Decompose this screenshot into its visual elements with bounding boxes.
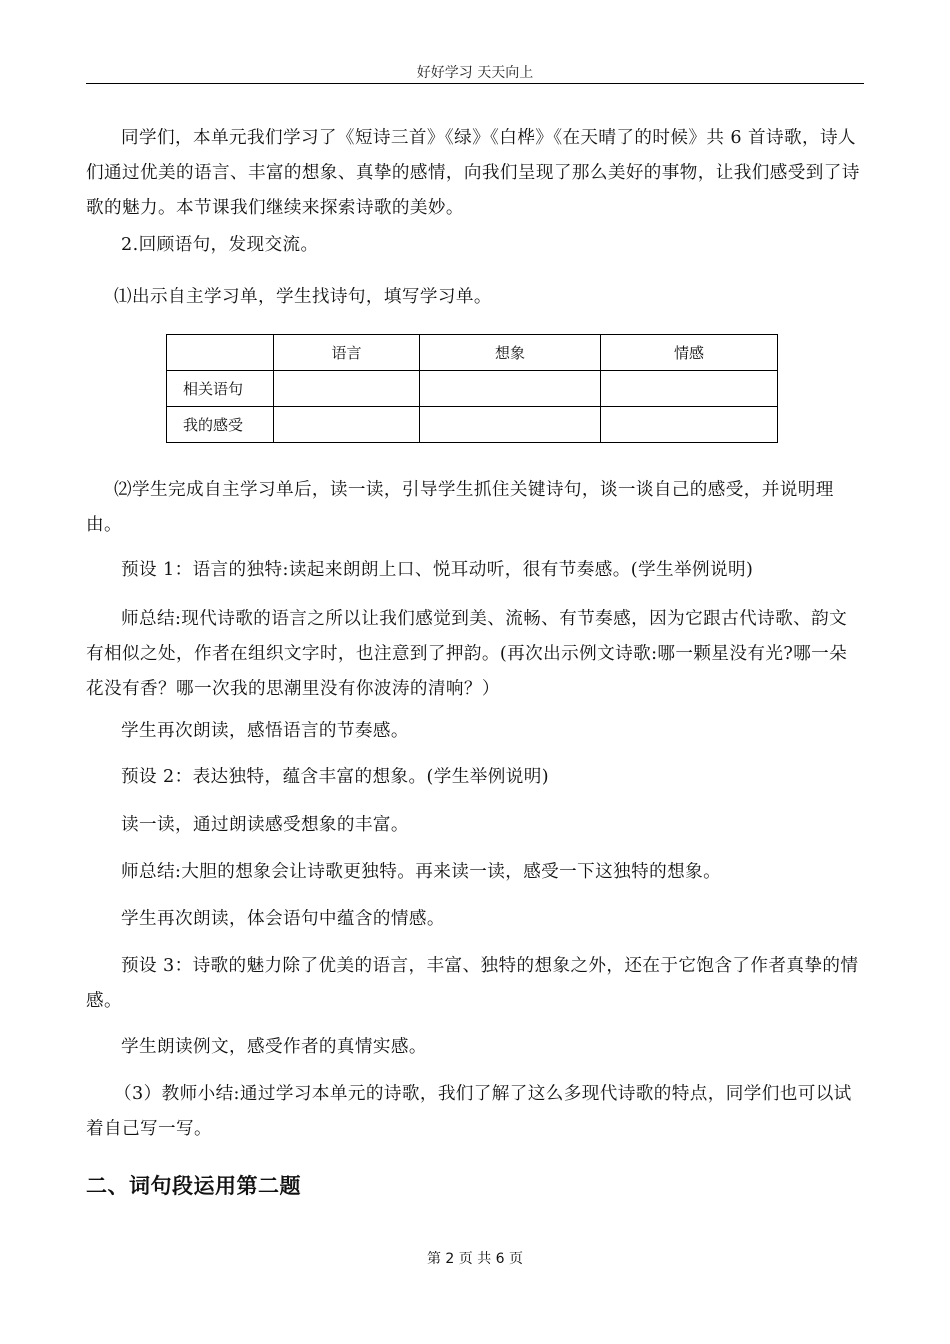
paragraph-read-imagination: 读一读，通过朗读感受想象的丰富。 — [121, 815, 409, 835]
table-header-cell: 想象 — [420, 335, 601, 371]
paragraph-preset-2: 预设 2：表达独特，蕴含丰富的想象。(学生举例说明) — [121, 767, 549, 787]
page-footer: 第 2 页 共 6 页 — [426, 1251, 524, 1267]
study-sheet-table — [166, 334, 778, 443]
table-cell — [274, 407, 420, 443]
paragraph-reread-2: 学生再次朗读，体会语句中蕴含的情感。 — [121, 909, 445, 929]
table-row — [167, 371, 778, 407]
section-heading: 二、词句段运用第二题 — [86, 1174, 301, 1198]
paragraph-summary-1: 师总结:现代诗歌的语言之所以让我们感觉到美、流畅、有节奏感，因为它跟古代诗歌、韵文有相似之处，作者在组织文字时，也注意到了押韵。(再次出示例文诗歌:哪一颗星没有光?哪一朵花没有香？哪一次我的思潮里没有你波涛的清响？） — [86, 609, 848, 699]
header-divider — [86, 83, 864, 84]
paragraph-preset-3: 预设 3：诗歌的魅力除了优美的语言，丰富、独特的想象之外，还在于它饱含了作者真挚的情感。 — [86, 956, 859, 1011]
table-cell — [601, 407, 778, 443]
page-header: 好好学习 天天向上 — [416, 65, 534, 81]
table-row-label: 我的感受 — [167, 407, 274, 443]
table-header-cell — [167, 335, 274, 371]
table-cell — [274, 371, 420, 407]
paragraph-read-example: 学生朗读例文，感受作者的真情实感。 — [121, 1037, 427, 1057]
paragraph-step-2-2: ⑵学生完成自主学习单后，读一读，引导学生抓住关键诗句，谈一谈自己的感受，并说明理由。 — [86, 480, 834, 535]
table-cell — [601, 371, 778, 407]
table-row — [167, 407, 778, 443]
table-cell — [420, 407, 601, 443]
table-header-cell: 情感 — [601, 335, 778, 371]
paragraph-summary-2: 师总结:大胆的想象会让诗歌更独特。再来读一读，感受一下这独特的想象。 — [121, 862, 722, 882]
paragraph-intro: 同学们，本单元我们学习了《短诗三首》《绿》《白桦》《在天晴了的时候》共 6 首诗歌，诗人们通过优美的语言、丰富的想象、真挚的感情，向我们呈现了那么美好的事物，让我们感受到了诗歌的魅力。本节课我们继续来探索诗歌的美妙。 — [86, 128, 860, 218]
paragraph-reread-1: 学生再次朗读，感悟语言的节奏感。 — [121, 721, 409, 741]
paragraph-teacher-summary: （3）教师小结:通过学习本单元的诗歌，我们了解了这么多现代诗歌的特点，同学们也可以试着自己写一写。 — [86, 1084, 852, 1139]
paragraph-preset-1: 预设 1：语言的独特:读起来朗朗上口、悦耳动听，很有节奏感。(学生举例说明) — [121, 560, 754, 580]
table-header-cell: 语言 — [274, 335, 420, 371]
paragraph-step-2: 2.回顾语句，发现交流。 — [121, 235, 319, 255]
paragraph-step-2-1: ⑴出示自主学习单，学生找诗句，填写学习单。 — [114, 287, 492, 307]
table-row-label: 相关语句 — [167, 371, 274, 407]
table-header-row — [167, 335, 778, 371]
table-cell — [420, 371, 601, 407]
